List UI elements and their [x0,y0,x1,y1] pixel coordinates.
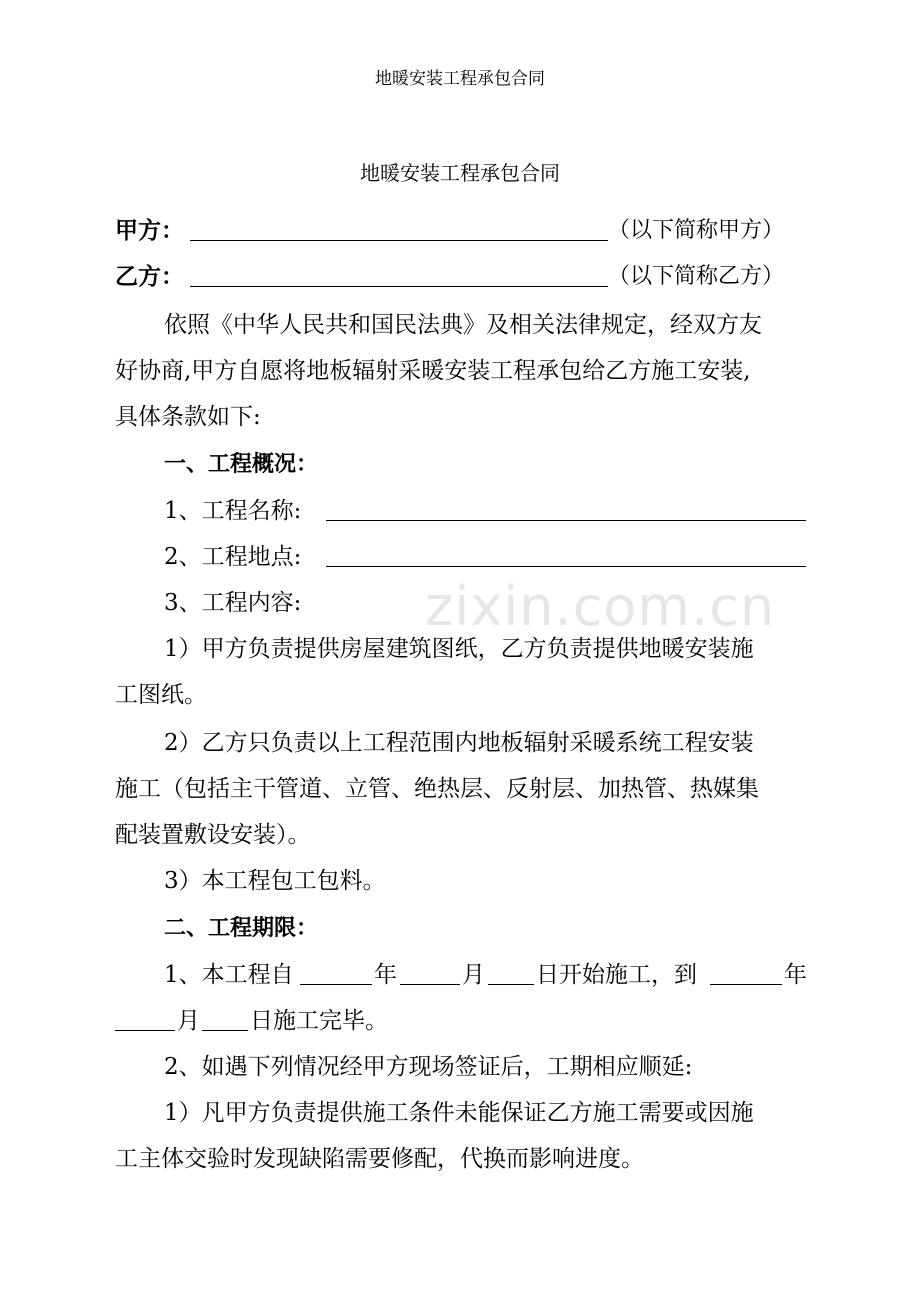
start-day-blank [488,984,534,985]
intro-line-3: 具体条款如下: [115,404,261,430]
end-month-unit: 月 [177,1008,200,1034]
intro-line-1: 依照《中华人民共和国民法典》及相关法律规定，经双方友 [164,312,762,338]
project-location-blank [326,566,806,567]
content-2-line-3: 配装置敷设安装）。 [115,822,311,848]
document-title: 地暖安装工程承包合同 [360,161,560,185]
content-2-line-1: 2）乙方只负责以上工程范围内地板辐射采暖系统工程安装 [164,730,754,756]
party-a-label: 甲方： [115,218,184,244]
start-month-blank [400,984,460,985]
start-day-text: 日开始施工，到 [536,962,697,988]
party-a-blank [190,240,608,241]
content-1-line-1: 1）甲方负责提供房屋建筑图纸，乙方负责提供地暖安装施 [164,636,754,662]
section-2-heading: 二、工程期限： [164,916,319,941]
party-b-blank [190,286,608,287]
section-1-heading: 一、工程概况： [164,452,319,477]
end-year-unit: 年 [784,962,807,988]
end-day-blank [202,1030,248,1031]
item-1-label: 1、工程名称: [164,498,302,524]
period-prefix: 1、本工程自 [164,962,294,988]
delay-line: 2、如遇下列情况经甲方现场签证后，工期相应顺延: [164,1054,693,1080]
running-header: 地暖安装工程承包合同 [375,69,545,89]
intro-line-2: 好协商,甲方自愿将地板辐射采暖安装工程承包给乙方施工安装, [115,358,751,384]
item-2-label: 2、工程地点: [164,544,302,570]
delay-1-line-1: 1）凡甲方负责提供施工条件未能保证乙方施工需要或因施 [164,1100,754,1126]
start-year-unit: 年 [374,962,397,988]
delay-1-line-2: 工主体交验时发现缺陷需要修配，代换而影响进度。 [115,1146,644,1172]
end-month-blank [115,1030,175,1031]
project-name-blank [326,520,806,521]
watermark-text: zixin.com.cn [425,575,776,638]
end-day-text: 日施工完毕。 [250,1008,388,1034]
party-b-label: 乙方： [115,264,184,290]
content-3-line-1: 3）本工程包工包料。 [164,868,386,894]
content-2-line-2: 施工（包括主干管道、立管、绝热层、反射层、加热管、热媒集 [115,776,759,802]
end-year-blank [710,984,782,985]
start-year-blank [300,984,372,985]
content-1-line-2: 工图纸。 [115,682,207,708]
item-3-label: 3、工程内容: [164,590,302,616]
start-month-unit: 月 [462,962,485,988]
party-b-note: （以下简称乙方） [608,264,785,289]
party-a-note: （以下简称甲方） [608,218,785,243]
